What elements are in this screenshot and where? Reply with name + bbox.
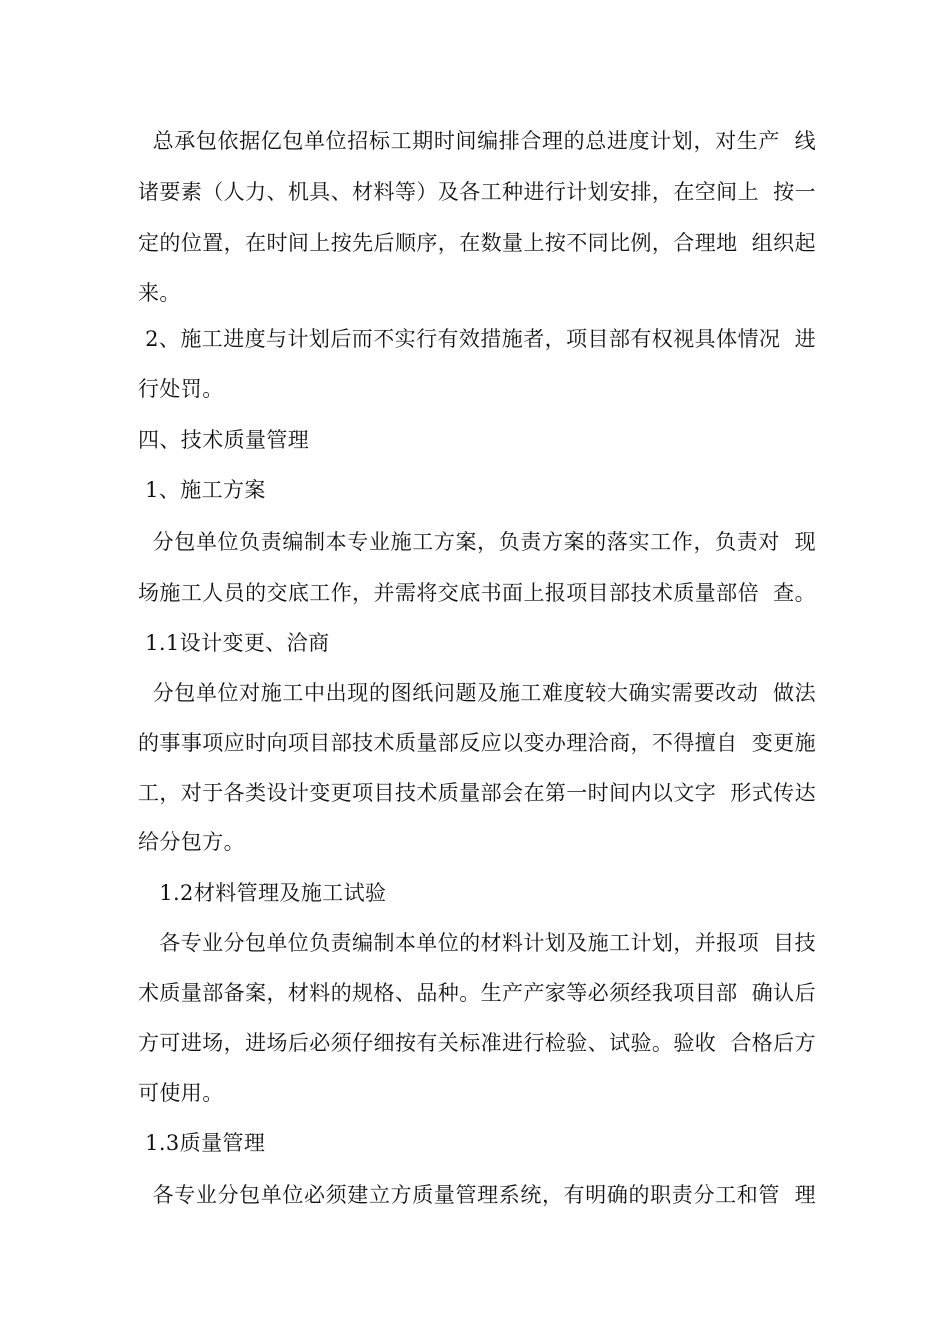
- subsection-heading: 1.3质量管理: [138, 1131, 266, 1155]
- text-line: 方可进场，进场后必须仔细按有关标准进行检验、试验。验收 合格后方: [138, 1031, 816, 1055]
- text-line: 来。: [138, 281, 181, 305]
- subsection-heading: 1.2材料管理及施工试验: [138, 881, 387, 905]
- text-line: 分包单位负责编制本专业施工方案，负责方案的落实工作，负责对 现: [138, 530, 816, 554]
- text-line: 总承包依据亿包单位招标工期时间编排合理的总进度计划，对生产 线: [138, 129, 816, 153]
- text-line: 行处罚。: [138, 377, 224, 401]
- text-line: 场施工人员的交底工作，并需将交底书面上报项目部技术质量部倍 查。: [138, 581, 816, 605]
- text-line: 给分包方。: [138, 830, 245, 854]
- text-line: 的事事项应时向项目部技术质量部反应以变办理洽商，不得擅自 变更施: [138, 731, 816, 755]
- text-line: 定的位置，在时间上按先后顺序，在数量上按不同比例，合理地 组织起: [138, 231, 816, 255]
- section-heading: 四、技术质量管理: [138, 428, 310, 452]
- text-line: 分包单位对施工中出现的图纸问题及施工难度较大确实需要改动 做法: [138, 681, 816, 705]
- text-line: 诸要素（人力、机具、材料等）及各工种进行计划安排，在空间上 按一: [138, 180, 816, 204]
- text-line: 可使用。: [138, 1081, 224, 1105]
- text-line: 各专业分包单位必须建立方质量管理系统，有明确的职责分工和管 理: [138, 1183, 816, 1207]
- text-line: 术质量部备案，材料的规格、品种。生产产家等必须经我项目部 确认后: [138, 981, 816, 1005]
- text-line: 2、施工进度与计划后而不实行有效措施者，项目部有权视具体情况 进: [138, 327, 816, 351]
- subsection-heading: 1、施工方案: [138, 478, 266, 502]
- subsection-heading: 1.1设计变更、洽商: [138, 631, 330, 655]
- text-line: 各专业分包单位负责编制本单位的材料计划及施工计划，并报项 目技: [138, 931, 816, 955]
- text-line: 工，对于各类设计变更项目技术质量部会在第一时间内以文字 形式传达: [138, 781, 816, 805]
